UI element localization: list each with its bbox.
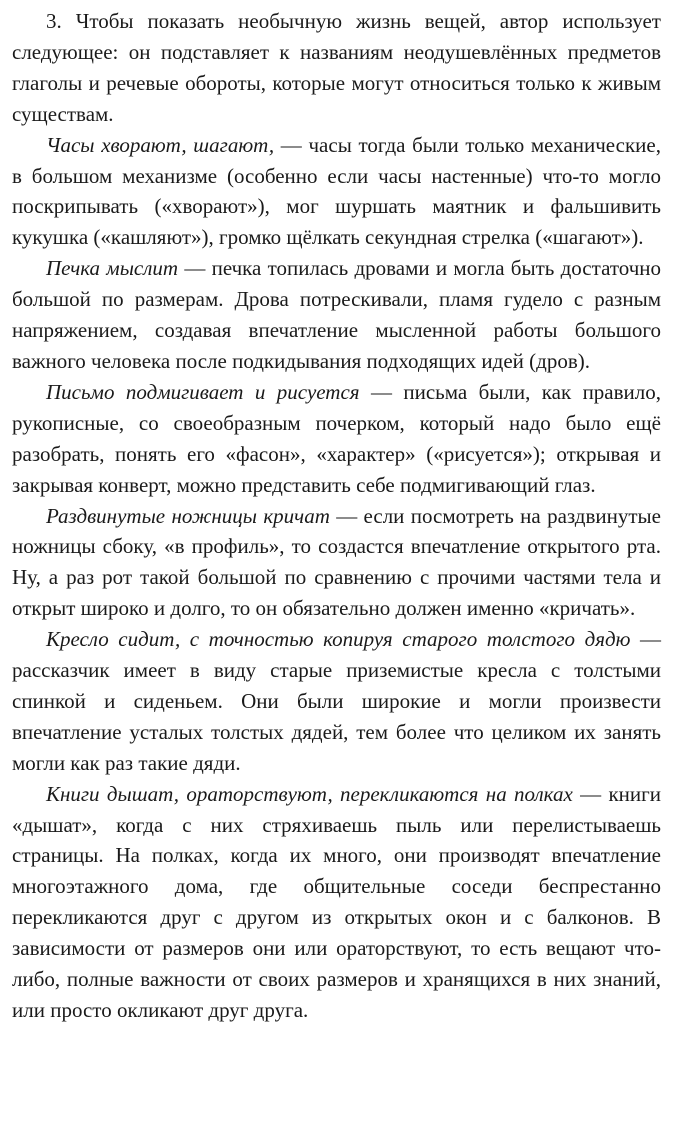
italic-phrase: Кресло сидит, с точностью копируя старого толстого дядю: [46, 627, 631, 652]
explanation-text: — печка топилась дровами и могла быть достаточно большой по размерам. Дрова потрескивали, пламя гудело с разным напряжением, создавая впечатление мысленной работы большого важного человека после подкидывания подходящих идей (дров).: [12, 256, 662, 373]
italic-phrase: Письмо подмигивает и рисуется: [46, 379, 360, 404]
explanation-text: — часы тогда были только механические, в большом механизме (особенно если часы настенные) что-то могло поскрипывать («хворают»), мог шуршать маятник и фальшивить кукушка («кашляют»), громко щёлкать секундная стрелка («шагают»).: [12, 132, 661, 250]
italic-phrase: Печка мыслит: [46, 256, 179, 281]
paragraph-letter: [12, 377, 661, 501]
italic-phrase: Часы хворают, шагают,: [46, 132, 275, 157]
paragraph-scissors: [12, 501, 661, 625]
explanation-text: — рассказчик имеет в виду старые приземистые кресла с толстыми спинкой и сиденьем. Они были широкие и могли произвести впечатление усталых толстых дядей, тем более что целиком их занять могли как раз такие дяди.: [12, 627, 661, 775]
paragraph-armchair: [12, 624, 661, 779]
explanation-text: — книги «дышат», когда с них стряхиваешь пыль или перелистываешь страницы. На полках, когда их много, они производят впечатление многоэтажного дома, где общительные соседи беспрестанно перекликаются друг с другом из открытых окон и с балконов. В зависимости от размеров они или ораторствуют, то есть вещают что-либо, полные важности от своих размеров и хранящихся в них знаний, или просто окликают друг друга.: [12, 781, 661, 1022]
intro-paragraph: 3. Чтобы показать необычную жизнь вещей, автор использует следующее: он подставляет к названиям неодушевлённых предметов глаголы и речевые обороты, которые могут относиться только к живым существам.: [12, 9, 661, 126]
paragraph-clocks: [12, 130, 661, 254]
italic-phrase: Раздвинутые ножницы кричат: [46, 503, 330, 528]
paragraph-stove: [12, 253, 661, 377]
paragraph-books: [12, 779, 661, 1026]
explanation-text: — если посмотреть на раздвинутые ножницы сбоку, «в профиль», то создастся впечатление открытого рта. Ну, а раз рот такой большой по сравнению с прочими частями тела и открыт широко и долго, то он обязательно должен именно «кричать».: [12, 503, 661, 621]
italic-phrase: Книги дышат, ораторствуют, перекликаются на полках: [46, 781, 573, 806]
explanation-text: — письма были, как правило, рукописные, со своеобразным почерком, который надо было ещё разобрать, понять его «фасон», «характер» («рисуется»); открывая и закрывая конверт, можно представить себе подмигивающий глаз.: [12, 379, 662, 497]
